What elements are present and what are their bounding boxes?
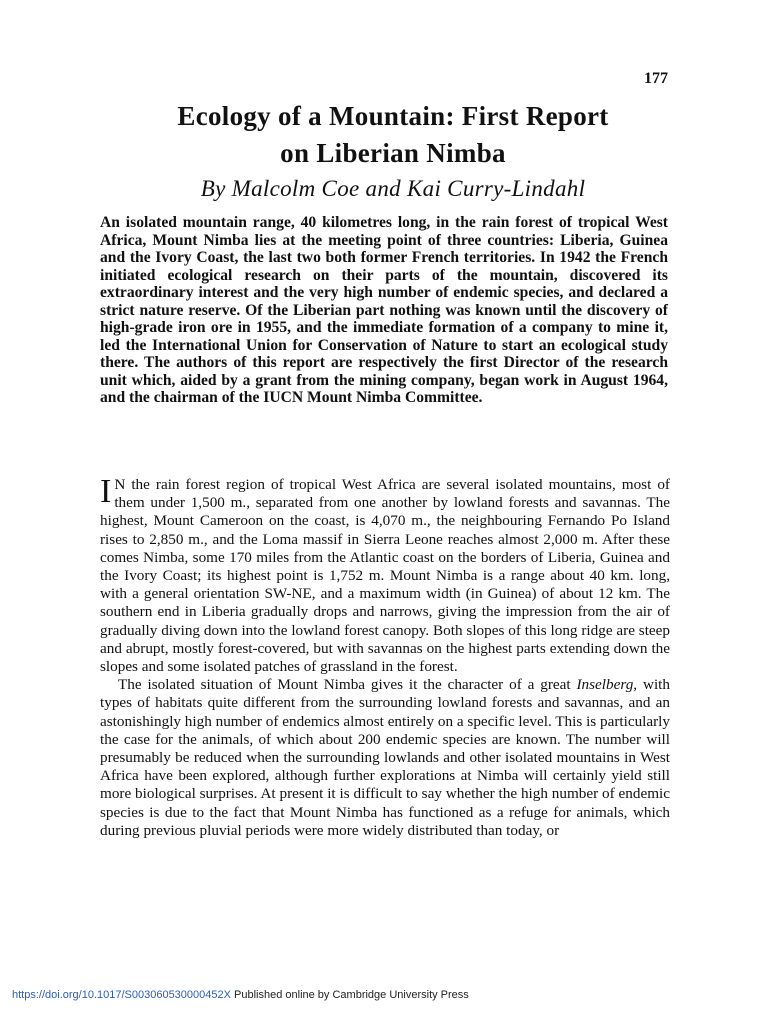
- paragraph-2-text-end: with types of habitats quite different from the surrounding lowland forests and savannas, and an astonishingly high number of endemics almost entirely on a specific level. This is particularly the case for the animals, of which about 200 endemic species are known. The number will presumably be reduced when the surrounding lowlands and other isolated mountains in West Africa have been explored, although further explorations at Nimba will certainly yield still more biological surprises. At present it is difficult to say whether the high number of endemic species is due to the fact that Mount Nimba has functioned as a refuge for animals, which during previous pluvial periods were more widely distributed than today, or: [100, 676, 670, 839]
- author-byline: By Malcolm Coe and Kai Curry-Lindahl: [200, 176, 586, 201]
- article-title: [60, 98, 726, 172]
- paragraph-2-text-start: The isolated situation of Mount Nimba gives it the character of a great: [118, 676, 577, 694]
- doi-link[interactable]: https://doi.org/10.1017/S003060530000452X: [12, 989, 231, 1001]
- drop-cap: I: [100, 473, 112, 510]
- body-paragraph-1: [100, 473, 670, 676]
- page-footer: [12, 989, 752, 1001]
- body-paragraph-2: [100, 676, 670, 840]
- page-number: 177: [644, 70, 668, 87]
- article-body: [100, 473, 670, 840]
- title-line-1: Ecology of a Mountain: First Report: [177, 101, 609, 131]
- title-line-2: on Liberian Nimba: [280, 138, 506, 168]
- paragraph-1-text: N the rain forest region of tropical West Africa are several isolated mountains, most of them under 1,500 m., separated from one another by lowland forests and savannas. The highest, Mount Cameroon on the coast, is 4,070 m., the neighbouring Fernando Po Island rises to 2,850 m., and the Loma massif in Sierra Leone reaches almost 2,000 m. After these comes Nimba, some 170 miles from the Atlantic coast on the borders of Liberia, Guinea and the Ivory Coast; its highest point is 1,752 m. Mount Nimba is a range about 40 km. long, with a general orientation SW-NE, and a maximum width (in Guinea) of about 12 km. The southern end in Liberia gradually drops and narrows, giving the impression from the air of gradually diving down into the lowland forest canopy. Both slopes of this long ridge are steep and abrupt, mostly forest-covered, but with savannas on the highest parts extending down the slopes and some isolated patches of grassland in the forest.: [100, 476, 670, 676]
- publisher-note: Published online by Cambridge University Press: [230, 989, 469, 1001]
- abstract-paragraph: An isolated mountain range, 40 kilometres long, in the rain forest of tropical West Africa, Mount Nimba lies at the meeting point of three countries: Liberia, Guinea and the Ivory Coast, the last two both former French territories. In 1942 the French initiated ecological research on their parts of the mountain, discovered its extraordinary interest and the very high number of endemic species, and declared a strict nature reserve. Of the Liberian part nothing was known until the discovery of high-grade iron ore in 1955, and the immediate formation of a company to mine it, led the International Union for Conservation of Nature to start an ecological study there. The authors of this report are respectively the first Director of the research unit which, aided by a grant from the mining company, began work in August 1964, and the chairman of the IUCN Mount Nimba Committee.: [100, 214, 668, 406]
- inselberg-term: Inselberg,: [576, 676, 638, 694]
